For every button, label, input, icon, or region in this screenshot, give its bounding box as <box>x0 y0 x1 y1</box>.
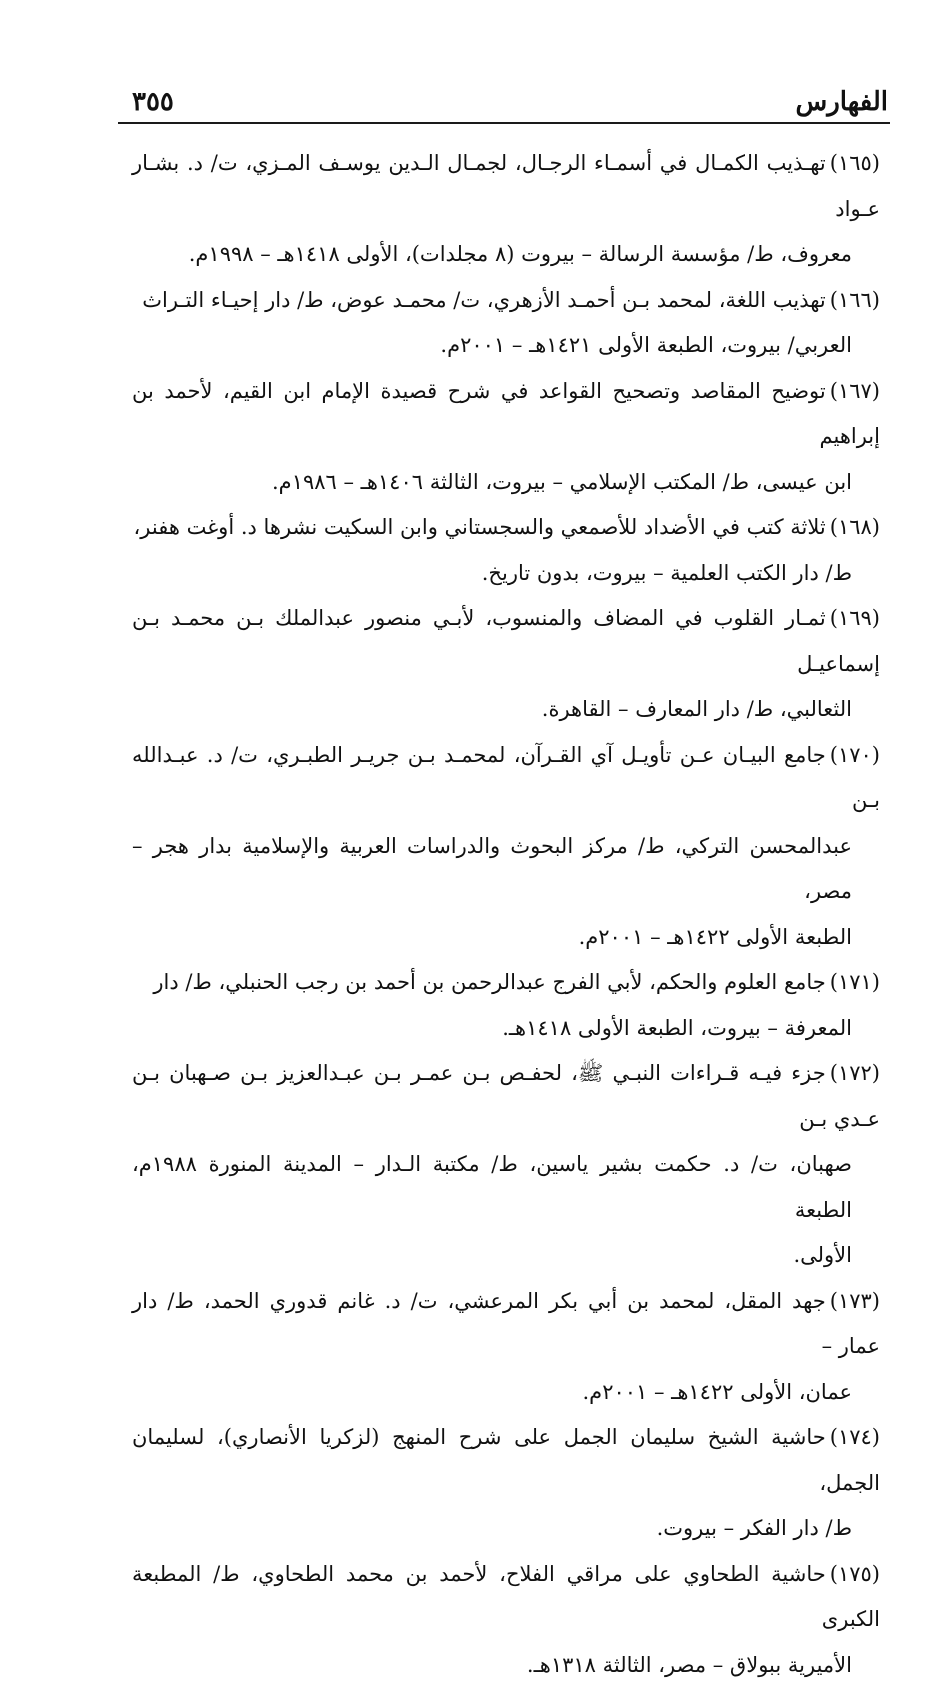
entry-continuation-line <box>132 1506 880 1552</box>
entry-number: (١٦٧) <box>830 379 880 403</box>
bibliography-entry <box>132 733 880 961</box>
entry-first-line <box>132 505 880 551</box>
entry-text: جامع البيـان عـن تأويـل آي القـرآن، لمحمـد بـن جريـر الطبـري، ت/ د. عبـدالله بـن <box>132 743 880 813</box>
entry-text: عمان، الأولى ١٤٢٢هـ – ٢٠٠١م. <box>583 1380 853 1404</box>
header-divider <box>118 122 890 124</box>
bibliography-entry <box>132 141 880 278</box>
entry-text: ثلاثة كتب في الأضداد للأصمعي والسجستاني وابن السكيت نشرها د. أوغت هفنر، <box>134 515 826 539</box>
entry-first-line <box>132 1051 880 1142</box>
entry-text: معروف، ط/ مؤسسة الرسالة – بيروت (٨ مجلدات)، الأولى ١٤١٨هـ – ١٩٩٨م. <box>189 242 852 266</box>
entry-continuation-line <box>132 1643 880 1688</box>
bibliography-entry <box>132 1279 880 1416</box>
section-title: الفهارس <box>796 84 889 120</box>
entry-text: تهـذيب الكمـال في أسمـاء الرجـال، لجمـال الـدين يوسـف المـزي، ت/ د. بشـار عـواد <box>132 151 880 221</box>
entry-number: (١٧٠) <box>830 743 880 767</box>
entry-text: ط/ دار الفكر – بيروت. <box>657 1516 852 1540</box>
entry-first-line <box>132 733 880 824</box>
entry-number: (١٧٣) <box>830 1289 880 1313</box>
entry-text: حاشية الطحاوي على مراقي الفلاح، لأحمد بن محمد الطحاوي، ط/ المطبعة الكبرى <box>132 1562 880 1632</box>
entry-text: الأولى. <box>793 1243 852 1267</box>
entry-number: (١٧٢) <box>830 1061 880 1085</box>
entry-text: جهد المقل، لمحمد بن أبي بكر المرعشي، ت/ د. غانم قدوري الحمد، ط/ دار عمار – <box>132 1289 880 1359</box>
entry-first-line <box>132 960 880 1006</box>
entry-text: تهذيب اللغة، لمحمد بـن أحمـد الأزهري، ت/ محمـد عوض، ط/ دار إحيـاء التـراث <box>142 288 826 312</box>
entry-continuation-line <box>132 551 880 597</box>
bibliography-entry <box>132 596 880 733</box>
entry-text: ثمـار القلوب في المضاف والمنسوب، لأبـي منصور عبدالملك بـن محمـد بـن إسماعيـل <box>132 606 880 676</box>
entry-continuation-line <box>132 1233 880 1279</box>
entry-first-line <box>132 596 880 687</box>
entry-text: ابن عيسى، ط/ المكتب الإسلامي – بيروت، الثالثة ١٤٠٦هـ – ١٩٨٦م. <box>272 470 852 494</box>
entry-text: العربي/ بيروت، الطبعة الأولى ١٤٢١هـ – ٢٠٠١م. <box>440 333 852 357</box>
entry-first-line <box>132 1415 880 1506</box>
entry-number: (١٦٨) <box>830 515 880 539</box>
entry-text: المعرفة – بيروت، الطبعة الأولى ١٤١٨هـ. <box>502 1016 852 1040</box>
entry-continuation-line <box>132 687 880 733</box>
page-number: ٣٥٥ <box>132 84 174 120</box>
entry-text: حاشية الشيخ سليمان الجمل على شرح المنهج (لزكريا الأنصاري)، لسليمان الجمل، <box>132 1425 880 1495</box>
running-head <box>118 84 888 124</box>
bibliography-entry <box>132 505 880 596</box>
entry-number: (١٧١) <box>830 970 880 994</box>
bibliography-list <box>132 141 880 1688</box>
entry-text: توضيح المقاصد وتصحيح القواعد في شرح قصيدة الإمام ابن القيم، لأحمد بن إبراهيم <box>132 379 880 449</box>
entry-continuation-line <box>132 1142 880 1233</box>
entry-number: (١٧٤) <box>830 1425 880 1449</box>
entry-continuation-line <box>132 915 880 961</box>
bibliography-entry <box>132 1415 880 1552</box>
entry-first-line <box>132 369 880 460</box>
entry-number: (١٦٦) <box>830 288 880 312</box>
entry-text: الثعالبي، ط/ دار المعارف – القاهرة. <box>542 697 852 721</box>
entry-text: جزء فيـه قـراءات النبـي ﷺ، لحفـص بـن عمـر بـن عبـدالعزيز بـن صـهبان بـن عـدي بـن <box>132 1061 880 1131</box>
bibliography-entry <box>132 369 880 506</box>
bibliography-entry <box>132 960 880 1051</box>
entry-text: ط/ دار الكتب العلمية – بيروت، بدون تاريخ. <box>482 561 852 585</box>
entry-continuation-line <box>132 1006 880 1052</box>
entry-continuation-line <box>132 1370 880 1416</box>
entry-continuation-line <box>132 460 880 506</box>
bibliography-entry <box>132 1552 880 1688</box>
entry-number: (١٧٥) <box>830 1562 880 1586</box>
entry-first-line <box>132 1552 880 1643</box>
entry-text: صهبان، ت/ د. حكمت بشير ياسين، ط/ مكتبة الـدار – المدينة المنورة ١٩٨٨م، الطبعة <box>132 1152 852 1222</box>
bibliography-entry <box>132 278 880 369</box>
entry-text: الطبعة الأولى ١٤٢٢هـ – ٢٠٠١م. <box>579 925 852 949</box>
bibliography-entry <box>132 1051 880 1279</box>
entry-continuation-line <box>132 824 880 915</box>
entry-text: جامع العلوم والحكم، لأبي الفرج عبدالرحمن بن أحمد بن رجب الحنبلي، ط/ دار <box>153 970 825 994</box>
entry-text: الأميرية ببولاق – مصر، الثالثة ١٣١٨هـ. <box>527 1653 852 1677</box>
entry-text: عبدالمحسن التركي، ط/ مركز البحوث والدراسات العربية والإسلامية بدار هجر – مصر، <box>132 834 852 904</box>
entry-continuation-line <box>132 232 880 278</box>
entry-first-line <box>132 1279 880 1370</box>
entry-number: (١٦٩) <box>830 606 880 630</box>
entry-first-line <box>132 278 880 324</box>
entry-continuation-line <box>132 323 880 369</box>
entry-first-line <box>132 141 880 232</box>
entry-number: (١٦٥) <box>830 151 880 175</box>
